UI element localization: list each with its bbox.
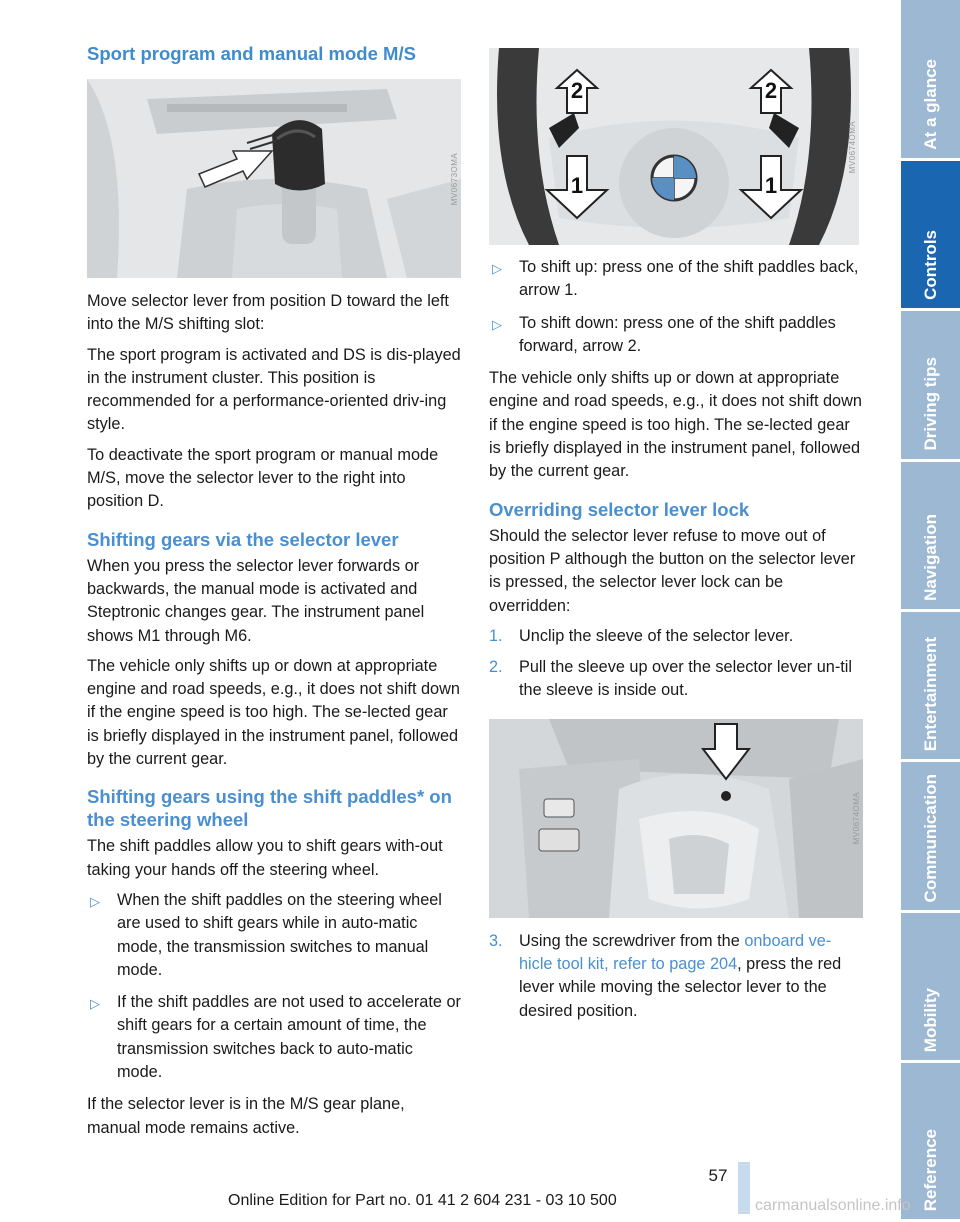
bullet-item: ▷ To shift down: press one of the shift paddles forward, arrow 2. [492,313,836,355]
tab-entertainment[interactable]: Entertainment [901,612,960,762]
paragraph: Should the selector lever refuse to move out of position P although the button on the selector lever is pressed, the selector lever lock can be overridden: [489,526,856,615]
figure-code: MV0673OMA [450,152,459,205]
bullet-item: ▷ If the shift paddles are not used to accelerate or shift gears for a certain amount of time, the transmission switches back to auto-matic mode. [90,993,461,1082]
arrow-2-label: 2 [764,78,778,103]
section-heading: Shifting gears using the shift paddles* on the steering wheel [87,786,452,831]
triangle-bullet-icon: ▷ [90,893,100,909]
page-number-bar [738,1162,750,1214]
figure-code: MV0674OMA [852,791,861,845]
tab-driving-tips[interactable]: Driving tips [901,311,960,462]
numbered-step: 1. Unclip the sleeve of the selector lever. [489,626,794,645]
section-heading: Overriding selector lever lock [489,498,750,520]
arrow-2-label: 2 [570,78,584,103]
left-column [87,42,461,1147]
section-heading: Shifting gears via the selector lever [87,528,399,550]
chapter-tabs [901,0,960,1222]
paragraph: When you press the selector lever forwards or backwards, the manual mode is activated and Steptronic changes gear. The instrument panel shows M1 through M6. [87,556,425,645]
paragraph: The sport program is activated and DS is dis-played in the instrument cluster. This position is recommended for a performance-oriented driv-ing style. [87,345,461,434]
paragraph: The shift paddles allow you to shift gears with-out taking your hands off the steering wheel. [87,837,443,879]
tab-mobility[interactable]: Mobility [901,913,960,1063]
footer-text: Online Edition for Part no. 01 41 2 604 231 - 03 10 500 [228,1192,617,1209]
tab-controls[interactable]: Controls [901,161,960,311]
steering-wheel-figure [489,48,859,245]
paragraph: To deactivate the sport program or manual mode M/S, move the selector lever to the right into position D. [87,445,439,511]
watermark: carmanualsonline.info [755,1197,911,1214]
section-heading: Sport program and manual mode M/S [87,43,416,64]
bullet-item: ▷ When the shift paddles on the steering wheel are used to shift gears while in auto-matic mode, the transmission switches to manual mode. [90,890,442,979]
numbered-step: 3. Using the screwdriver from the onboard ve-hicle tool kit, refer to page 204, press the red lever while moving the selector lever to the desired position. [489,931,842,1020]
triangle-bullet-icon: ▷ [90,996,100,1012]
page-reference-link[interactable]: onboard ve-hicle tool kit, refer to page 204 [519,931,832,974]
bullet-item: ▷ To shift up: press one of the shift paddles back, arrow 1. [492,258,859,300]
arrow-1-label: 1 [570,173,584,198]
paragraph: Move selector lever from position D toward the left into the M/S shifting slot: [87,292,449,334]
paragraph: If the selector lever is in the M/S gear plane, manual mode remains active. [87,1095,405,1137]
tab-navigation[interactable]: Navigation [901,462,960,612]
triangle-bullet-icon: ▷ [492,261,502,276]
paragraph: The vehicle only shifts up or down at appropriate engine and road speeds, e.g., it does not shift down if the engine speed is too high. The se-lected gear is briefly displayed in the instrument panel, followed by the current gear. [489,369,862,481]
tab-at-a-glance[interactable]: At a glance [901,0,960,161]
triangle-bullet-icon: ▷ [492,316,502,332]
tab-communication[interactable]: Communication [901,762,960,913]
tab-reference[interactable]: Reference [901,1063,960,1222]
arrow-1-label: 1 [764,173,778,198]
gear-selector-figure [87,79,461,278]
gear-selector-illustration [87,79,461,278]
steering-wheel-illustration [489,48,859,245]
selector-lever-lock-figure [489,719,863,918]
paragraph: The vehicle only shifts up or down at appropriate engine and road speeds, e.g., it does not shift down if the engine speed is too high. The se-lected gear is briefly displayed in the instrument panel, followed by the current gear. [87,656,460,769]
numbered-step: 2. Pull the sleeve up over the selector lever un-til the sleeve is inside out. [489,658,853,700]
figure-code: MV0674OMA [848,120,857,173]
selector-lever-lock-illustration [489,719,863,918]
page-number: 57 [708,1166,728,1185]
right-column [489,48,863,1031]
